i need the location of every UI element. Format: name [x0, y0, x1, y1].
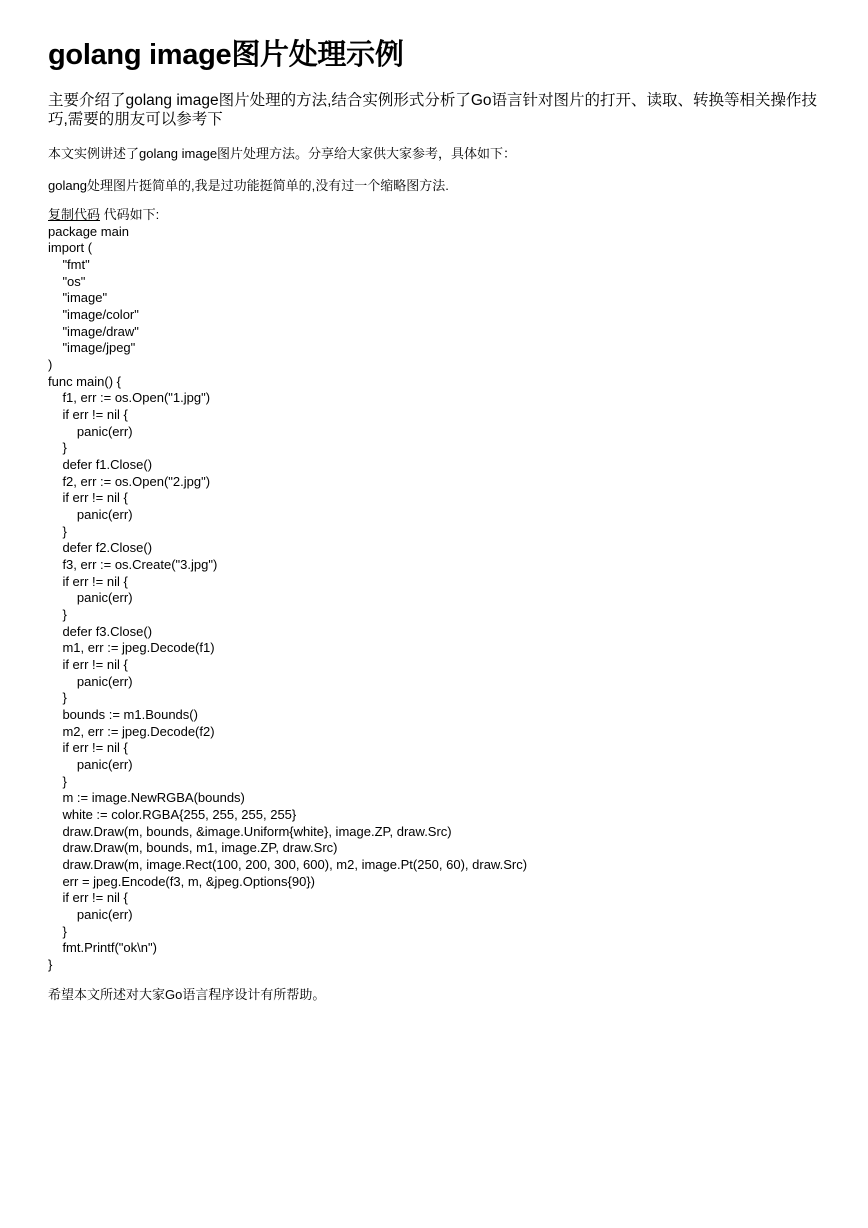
code-line: "fmt" [48, 256, 90, 272]
code-line: fmt.Printf("ok\n") [48, 940, 157, 956]
code-line: "os" [48, 273, 86, 289]
code-line: panic(err) [48, 757, 133, 772]
code-line: import ( [48, 240, 93, 256]
code-line: defer f2.Close() [48, 540, 153, 556]
code-line: func main() { [48, 373, 121, 389]
code-line: } [48, 606, 67, 622]
code-header [48, 207, 159, 224]
code-line: ) [48, 356, 53, 372]
page-title: golang image图片处理示例 [48, 39, 404, 71]
code-line: panic(err) [48, 907, 133, 923]
code-line: draw.Draw(m, image.Rect(100, 200, 300, 600), m2, image.Pt(250, 60), draw.Src) [48, 857, 528, 873]
code-line: if err != nil { [48, 406, 128, 422]
code-line: panic(err) [48, 590, 133, 606]
code-line: if err != nil { [48, 890, 128, 906]
code-line: m1, err := jpeg.Decode(f1) [48, 640, 215, 656]
code-line: } [48, 923, 67, 939]
code-line: "image/draw" [48, 323, 139, 339]
code-line: white := color.RGBA{255, 255, 255, 255} [48, 807, 297, 823]
code-line: draw.Draw(m, bounds, &image.Uniform{white}, image.ZP, draw.Src) [48, 823, 452, 839]
code-header-label: 代码如下: [100, 207, 160, 222]
code-line: m := image.NewRGBA(bounds) [48, 790, 245, 806]
code-line: if err != nil { [48, 490, 128, 506]
code-block [48, 224, 527, 974]
intro-paragraph: 本文实例讲述了golang image图片处理方法。分享给大家供大家参考，具体如下： [48, 146, 517, 161]
code-line: defer f1.Close() [48, 456, 153, 472]
code-line: } [48, 440, 67, 456]
code-line: } [48, 523, 67, 539]
code-line: panic(err) [48, 423, 133, 439]
code-line: f2, err := os.Open("2.jpg") [48, 473, 211, 489]
code-line: panic(err) [48, 673, 133, 689]
copy-code-link[interactable]: 复制代码 [48, 207, 101, 222]
code-line: if err != nil { [48, 573, 128, 589]
code-line: f1, err := os.Open("1.jpg") [48, 390, 211, 406]
code-line: bounds := m1.Bounds() [48, 706, 198, 722]
article-summary: 主要介绍了golang image图片处理的方法,结合实例形式分析了Go语言针对图片的打开、读取、转换等相关操作技巧,需要的朋友可以参考下 [48, 92, 818, 128]
code-line: "image/jpeg" [48, 340, 136, 356]
code-line: panic(err) [48, 506, 133, 522]
code-line: err = jpeg.Encode(f3, m, &jpeg.Options{90}) [48, 873, 316, 889]
code-line: if err != nil { [48, 656, 128, 672]
code-line: package main [48, 223, 129, 239]
code-line: "image" [48, 290, 108, 306]
code-line: if err != nil { [48, 740, 128, 756]
code-line: draw.Draw(m, bounds, m1, image.ZP, draw.Src) [48, 840, 338, 856]
intro-paragraph: golang处理图片挺简单的,我是过功能挺简单的,没有过一个缩略图方法. [48, 178, 449, 193]
code-line: } [48, 773, 67, 789]
code-line: } [48, 957, 53, 973]
code-line: } [48, 690, 67, 706]
code-line: "image/color" [48, 306, 139, 322]
code-line: m2, err := jpeg.Decode(f2) [48, 723, 215, 739]
closing-paragraph: 希望本文所述对大家Go语言程序设计有所帮助。 [48, 987, 326, 1002]
code-line: defer f3.Close() [48, 623, 153, 639]
code-line: f3, err := os.Create("3.jpg") [48, 556, 218, 572]
